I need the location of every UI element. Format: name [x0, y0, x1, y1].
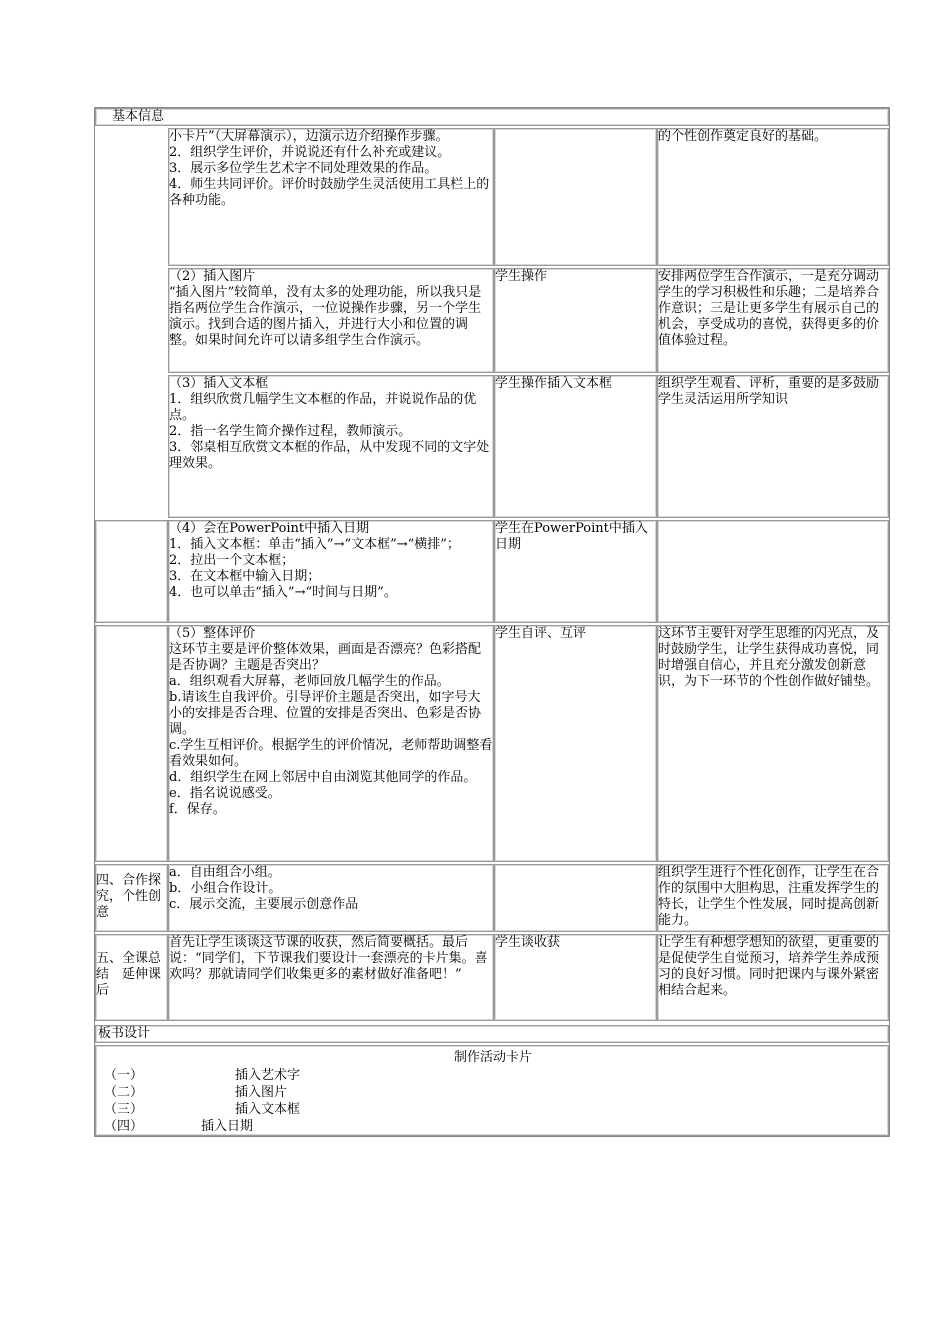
content-line: 2．组织学生评价，并说说还有什么补充或建议。: [169, 145, 451, 160]
design-intent-cell: [657, 520, 889, 623]
stage-cell: [95, 520, 168, 623]
content-cell: [168, 268, 494, 373]
stage-cell: [95, 268, 168, 373]
content-line: 3．邻桌相互欣赏文本框的作品，从中发现不同的文字处理效果。: [169, 440, 490, 471]
design-intent-cell: [657, 128, 889, 266]
student-activity-text: 学生在PowerPoint中插入日期: [495, 521, 648, 552]
content-line: 这环节主要是评价整体效果，画面是否漂亮？色彩搭配是否协调？主题是否突出？: [169, 642, 482, 673]
content-line: （5）整体评价: [169, 626, 256, 641]
student-activity-text: 学生谈收获: [495, 935, 561, 950]
design-intent-cell: [657, 375, 889, 518]
student-activity-cell: [494, 625, 657, 862]
table-row: [95, 934, 889, 1021]
design-intent-text: 让学生有种想学想知的欲望，更重要的是促使学生自觉预习，培养学生养成预习的良好习惯。同时把课内与课外紧密相结合起来。: [658, 935, 880, 998]
design-intent-text: 组织学生观看、评析，重要的是多鼓励学生灵活运用所学知识: [658, 376, 880, 407]
student-activity-cell: [494, 128, 657, 266]
content-line: 4．师生共同评价。评价时鼓励学生灵活使用工具栏上的各种功能。: [169, 177, 490, 208]
board-item-num: （四）: [104, 1119, 144, 1134]
design-intent-text: 组织学生进行个性化创作，让学生在合作的氛围中大胆构思，注重发挥学生的特长，让学生个性发展，同时提高创新能力。: [658, 865, 880, 928]
content-line: a．组织观看大屏幕，老师回放几幅学生的作品。: [169, 674, 450, 689]
stage-text: 五、全课总结 延伸课后: [96, 951, 162, 998]
content-line: b.请该生自我评价。引导评价主题是否突出，如字号大小的安排是否合理、位置的安排是否突出、色彩是否协调。: [169, 690, 482, 737]
table-row: [95, 375, 889, 518]
board-item-text: 插入艺术字: [235, 1068, 301, 1083]
content-line: d．组织学生在网上邻居中自由浏览其他同学的作品。: [169, 770, 477, 785]
content-line: （4）会在PowerPoint中插入日期: [169, 521, 370, 536]
lesson-plan-table: [94, 107, 890, 1137]
content-line: 1．插入文本框：单击“插入”→“文本框”→“横排”；: [169, 537, 460, 552]
content-line: 小卡片”（大屏幕演示），边演示边介绍操作步骤。: [169, 129, 449, 144]
content-line: 4．也可以单击“插入”→“时间与日期”。: [169, 585, 397, 600]
content-line: c.学生互相评价。根据学生的评价情况，老师帮助调整看看效果如何。: [169, 738, 493, 769]
basic-info-label: 基本信息: [112, 109, 165, 124]
stage-text: 四、合作探究，个性创意: [96, 873, 162, 920]
board-item: [104, 1084, 300, 1101]
content-cell: [168, 864, 494, 932]
design-intent-cell: [657, 864, 889, 932]
content-line: c．展示交流，主要展示创意作品: [169, 897, 359, 912]
table-row: [95, 864, 889, 932]
board-item-num: （三）: [104, 1102, 144, 1117]
board-item-text: 插入图片: [235, 1085, 288, 1100]
design-intent-cell: [657, 625, 889, 862]
board-item-num: （一）: [104, 1068, 144, 1083]
board-design-label: 板书设计: [98, 1026, 151, 1041]
design-intent-cell: [657, 934, 889, 1021]
content-line: 3．展示多位学生艺术字不同处理效果的作品。: [169, 161, 438, 176]
board-title: 制作活动卡片: [453, 1050, 532, 1065]
table-row: [95, 268, 889, 373]
content-cell: [168, 934, 494, 1021]
student-activity-cell: [494, 520, 657, 623]
stage-cell: [95, 375, 168, 518]
table-row: [95, 520, 889, 623]
student-activity-text: 学生操作插入文本框: [495, 376, 613, 391]
content-line: 1．组织欣赏几幅学生文本框的作品，并说说作品的优点。: [169, 392, 477, 423]
design-intent-text: 的个性创作奠定良好的基础。: [658, 129, 828, 144]
content-cell: [168, 375, 494, 518]
design-intent-text: 这环节主要针对学生思维的闪光点，及时鼓励学生，让学生获得成功喜悦，同时增强自信心，并且充分激发创新意识，为下一环节的个性创作做好铺垫。: [658, 626, 880, 689]
student-activity-cell: [494, 864, 657, 932]
board-item: [104, 1101, 300, 1118]
board-item-text: 插入日期: [201, 1119, 254, 1134]
stage-cell: [95, 864, 168, 932]
stage-cell: [95, 128, 168, 266]
design-intent-text: 安排两位学生合作演示，一是充分调动学生的学习积极性和乐趣；二是培养合作意识；三是让更多学生有展示自己的机会，享受成功的喜悦，获得更多的价值体验过程。: [658, 269, 880, 348]
board-design-cell: [95, 1045, 889, 1136]
basic-info-header: [95, 108, 889, 126]
student-activity-cell: [494, 268, 657, 373]
student-activity-text: 学生自评、互评: [495, 626, 587, 641]
board-item: [104, 1067, 300, 1084]
board-outline: [104, 1067, 300, 1135]
board-item-num: （二）: [104, 1085, 144, 1100]
table-row: [95, 128, 889, 266]
content-line: b．小组合作设计。: [169, 881, 282, 896]
content-line: 首先让学生谈谈这节课的收获，然后简要概括。最后说：“同学们，下节课我们要设计一套漂亮的卡片集。喜欢吗？那就请同学们收集更多的素材做好准备吧！”: [169, 935, 488, 982]
content-line: e．指名说说感受。: [169, 786, 281, 801]
board-design-header: [95, 1025, 889, 1043]
stage-cell: [95, 625, 168, 862]
board-item-text: 插入文本框: [235, 1102, 301, 1117]
board-item: [104, 1118, 300, 1135]
design-intent-cell: [657, 268, 889, 373]
stage-cell: [95, 934, 168, 1021]
content-line: “插入图片”较简单，没有太多的处理功能，所以我只是指名两位学生合作演示，一位说操作步骤，另一个学生演示。找到合适的图片插入，并进行大小和位置的调整。如果时间允许可以请多组学生合作演示。: [169, 285, 482, 348]
content-line: 2．拉出一个文本框；: [169, 553, 295, 568]
content-line: （3）插入文本框: [169, 376, 269, 391]
student-activity-cell: [494, 375, 657, 518]
content-line: （2）插入图片: [169, 269, 256, 284]
content-line: f．保存。: [169, 802, 226, 817]
student-activity-cell: [494, 934, 657, 1021]
table-row: [95, 625, 889, 862]
student-activity-text: 学生操作: [495, 269, 548, 284]
content-line: 2．指一名学生简介操作过程，教师演示。: [169, 424, 412, 439]
content-cell: [168, 625, 494, 862]
content-line: 3．在文本框中输入日期；: [169, 569, 321, 584]
content-cell: [168, 520, 494, 623]
content-line: a．自由组合小组。: [169, 865, 281, 880]
content-cell: [168, 128, 494, 266]
